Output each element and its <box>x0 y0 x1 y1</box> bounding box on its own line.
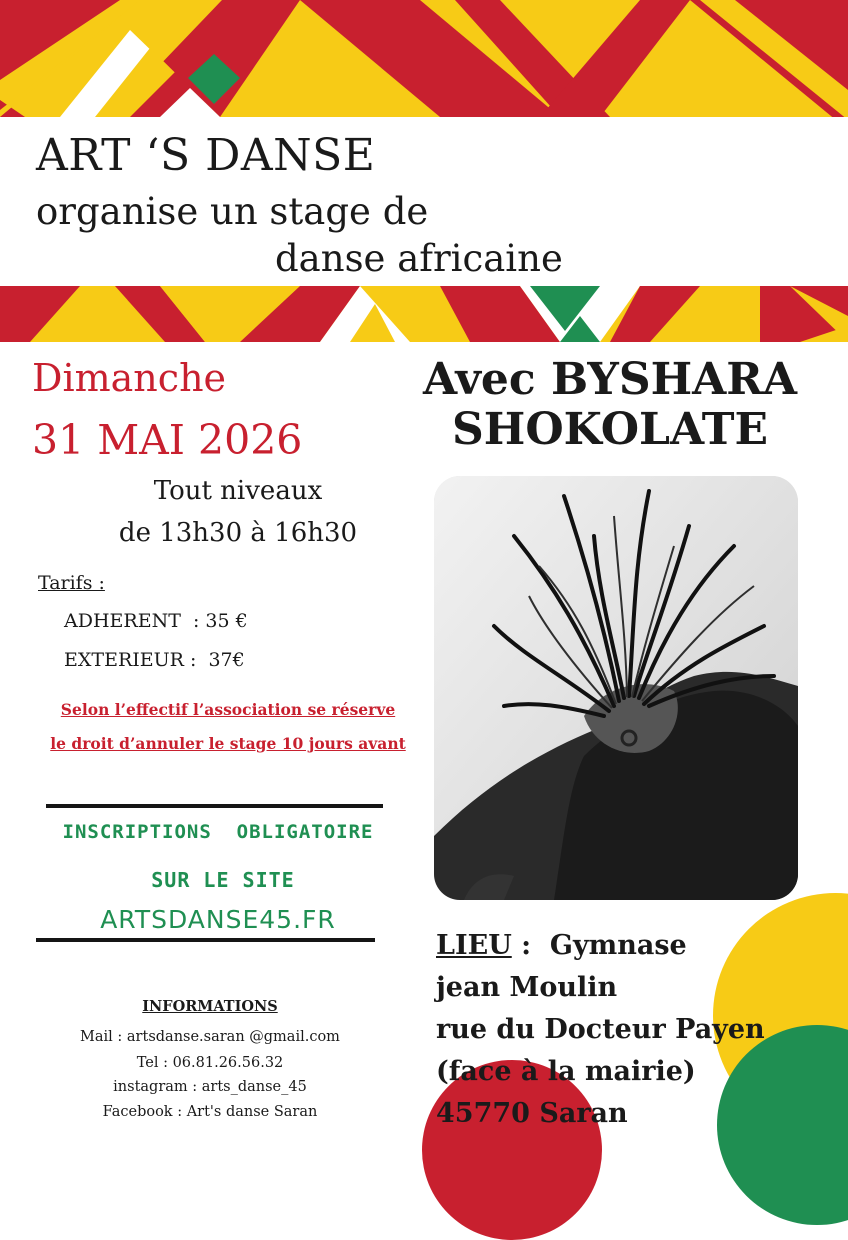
tarifs-title: Tarifs : <box>38 572 105 594</box>
tarif-exterieur: EXTERIEUR : 37€ <box>64 649 245 671</box>
divider-bottom <box>36 938 375 942</box>
venue-line-2: jean Moulin <box>436 972 618 1003</box>
tarif-adherent: ADHERENT : 35 € <box>64 610 248 632</box>
notice-line-1: Selon l’effectif l’association se réserve <box>60 700 396 719</box>
teacher-line-2: SHOKOLATE <box>451 404 768 455</box>
venue-street: rue du Docteur Payen <box>436 1014 765 1045</box>
registration-line-2: SUR LE SITE <box>151 868 295 892</box>
registration-line-1: INSCRIPTIONS OBLIGATOIRE <box>62 821 374 843</box>
org-name: ART ‘S DANSE <box>36 130 376 181</box>
info-tel[interactable]: Tel : 06.81.26.56.32 <box>136 1055 284 1071</box>
info-mail[interactable]: Mail : artsdanse.saran @gmail.com <box>80 1029 340 1045</box>
red-circle <box>422 1060 602 1240</box>
teacher-line-1: Avec BYSHARA <box>422 354 798 405</box>
divider-top <box>46 804 383 808</box>
venue-line-1 <box>436 930 687 961</box>
title-line-3: danse africaine <box>275 237 563 280</box>
event-date: 31 MAI 2026 <box>32 416 303 464</box>
venue-landmark: (face à la mairie) <box>436 1056 696 1087</box>
event-level: Tout niveaux <box>153 476 323 506</box>
venue-city: 45770 Saran <box>436 1098 628 1129</box>
middle-pattern-band <box>0 286 848 342</box>
venue-place: : Gymnase <box>511 930 687 961</box>
event-day: Dimanche <box>32 356 227 400</box>
registration-site-link[interactable]: ARTSDANSE45.FR <box>100 905 336 934</box>
info-instagram[interactable]: instagram : arts_danse_45 <box>113 1079 307 1095</box>
info-facebook[interactable]: Facebook : Art's danse Saran <box>102 1104 318 1120</box>
top-pattern-band <box>0 0 848 117</box>
notice-line-2: le droit d’annuler le stage 10 jours avant <box>50 734 406 753</box>
dancer-photo <box>434 476 798 900</box>
title-line-2: organise un stage de <box>36 190 429 233</box>
info-title: INFORMATIONS <box>142 998 278 1015</box>
venue-label: LIEU <box>436 930 512 961</box>
event-hours: de 13h30 à 16h30 <box>118 518 358 548</box>
dancer-icon <box>434 476 798 900</box>
